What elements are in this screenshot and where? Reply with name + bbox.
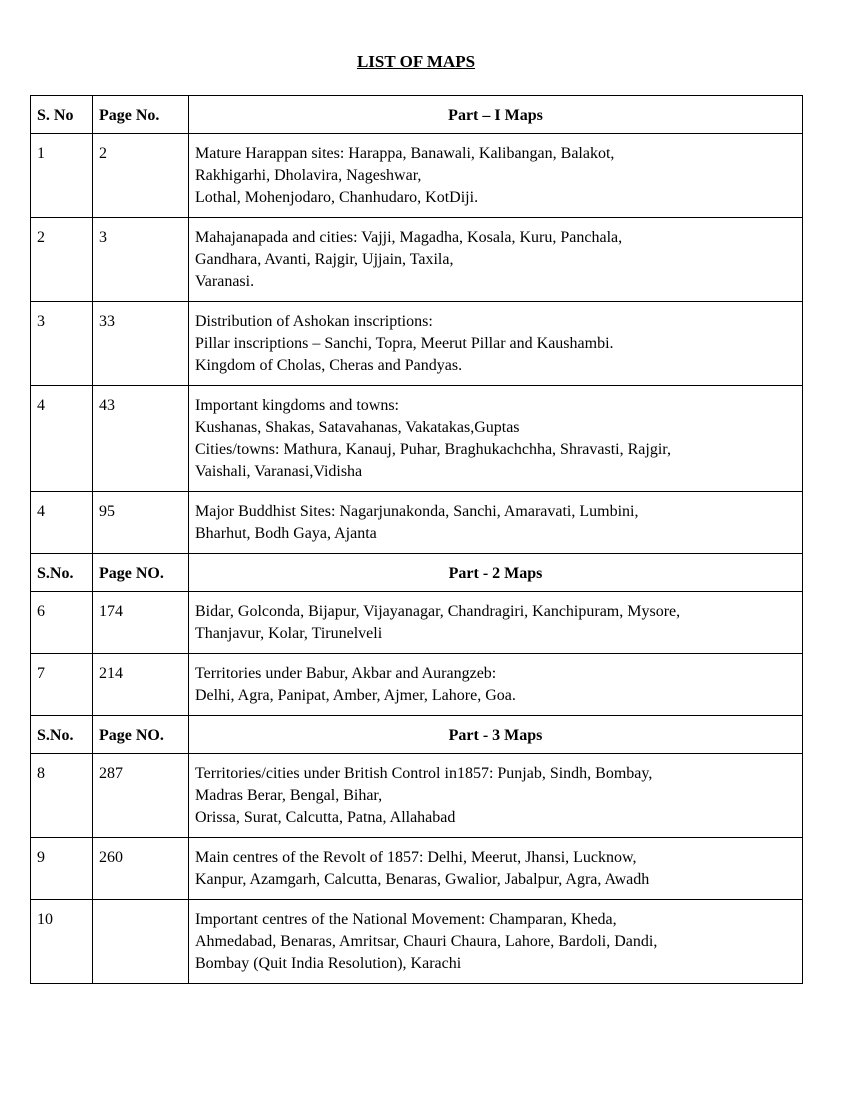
description-line: Major Buddhist Sites: Nagarjunakonda, Sanchi, Amaravati, Lumbini, [195,503,639,520]
serial-number-cell: 4 [31,492,93,554]
description-line: Kushanas, Shakas, Satavahanas, Vakatakas,Guptas [195,419,520,436]
description-line: Bombay (Quit India Resolution), Karachi [195,955,462,972]
description-line: Kanpur, Azamgarh, Calcutta, Benaras, Gwalior, Jabalpur, Agra, Awadh [195,871,650,888]
map-description-cell [189,492,803,554]
page-number-cell: 174 [93,592,189,654]
serial-number-cell: 8 [31,754,93,838]
description-line: Bidar, Golconda, Bijapur, Vijayanagar, Chandragiri, Kanchipuram, Mysore, [195,603,681,620]
description-line: Mature Harappan sites: Harappa, Banawali, Kalibangan, Balakot, [195,145,615,162]
page-number-cell: 43 [93,386,189,492]
description-line: Territories/cities under British Control in1857: Punjab, Sindh, Bombay, [195,765,653,782]
description-line: Cities/towns: Mathura, Kanauj, Puhar, Braghukachchha, Shravasti, Rajgir, [195,441,671,458]
table-row [31,754,803,838]
description-line: Vaishali, Varanasi,Vidisha [195,463,363,480]
description-line: Main centres of the Revolt of 1857: Delhi, Meerut, Jhansi, Lucknow, [195,849,637,866]
map-description-cell [189,592,803,654]
table-row [31,654,803,716]
description-line: Ahmedabad, Benaras, Amritsar, Chauri Chaura, Lahore, Bardoli, Dandi, [195,933,658,950]
table-row [31,302,803,386]
map-description-cell [189,838,803,900]
page-no-header: Page NO. [93,716,189,754]
map-description-cell [189,218,803,302]
page-number-cell: 287 [93,754,189,838]
serial-number-cell: 7 [31,654,93,716]
serial-number-cell: 4 [31,386,93,492]
description-line: Orissa, Surat, Calcutta, Patna, Allahabad [195,809,456,826]
page-number-cell: 33 [93,302,189,386]
description-line: Thanjavur, Kolar, Tirunelveli [195,625,383,642]
description-line: Distribution of Ashokan inscriptions: [195,313,433,330]
page-no-header: Page NO. [93,554,189,592]
table-row [31,838,803,900]
page-number-cell: 214 [93,654,189,716]
table-row [31,386,803,492]
page-no-header: Page No. [93,96,189,134]
page-number-cell: 3 [93,218,189,302]
description-line: Important kingdoms and towns: [195,397,399,414]
map-description-cell [189,900,803,984]
serial-number-cell: 10 [31,900,93,984]
table-row [31,134,803,218]
part-header: Part - 2 Maps [189,554,803,592]
description-line: Varanasi. [195,273,255,290]
description-line: Important centres of the National Movement: Champaran, Kheda, [195,911,617,928]
page-number-cell [93,900,189,984]
description-line: Pillar inscriptions – Sanchi, Topra, Meerut Pillar and Kaushambi. [195,335,614,352]
description-line: Territories under Babur, Akbar and Aurangzeb: [195,665,497,682]
table-row [31,900,803,984]
part-header: Part – I Maps [189,96,803,134]
description-line: Lothal, Mohenjodaro, Chanhudaro, KotDiji. [195,189,479,206]
description-line: Gandhara, Avanti, Rajgir, Ujjain, Taxila, [195,251,454,268]
map-description-cell [189,754,803,838]
description-line: Madras Berar, Bengal, Bihar, [195,787,383,804]
document-title: LIST OF MAPS [356,52,476,71]
serial-number-cell: 3 [31,302,93,386]
description-line: Mahajanapada and cities: Vajji, Magadha, Kosala, Kuru, Panchala, [195,229,623,246]
maps-table-body [31,96,803,984]
serial-number-cell: 9 [31,838,93,900]
table-row [31,592,803,654]
page-number-cell: 95 [93,492,189,554]
description-line: Kingdom of Cholas, Cheras and Pandyas. [195,357,463,374]
serial-number-cell: 2 [31,218,93,302]
page-number-cell: 260 [93,838,189,900]
sno-header: S. No [31,96,93,134]
map-description-cell [189,302,803,386]
map-description-cell [189,134,803,218]
section-header-row [31,554,803,592]
section-header-row [31,96,803,134]
part-header: Part - 3 Maps [189,716,803,754]
serial-number-cell: 6 [31,592,93,654]
description-line: Delhi, Agra, Panipat, Amber, Ajmer, Lahore, Goa. [195,687,516,704]
map-description-cell [189,386,803,492]
sno-header: S.No. [31,554,93,592]
table-row [31,218,803,302]
page-number-cell: 2 [93,134,189,218]
description-line: Rakhigarhi, Dholavira, Nageshwar, [195,167,422,184]
map-description-cell [189,654,803,716]
serial-number-cell: 1 [31,134,93,218]
table-row [31,492,803,554]
section-header-row [31,716,803,754]
sno-header: S.No. [31,716,93,754]
description-line: Bharhut, Bodh Gaya, Ajanta [195,525,377,542]
maps-table [30,95,803,984]
